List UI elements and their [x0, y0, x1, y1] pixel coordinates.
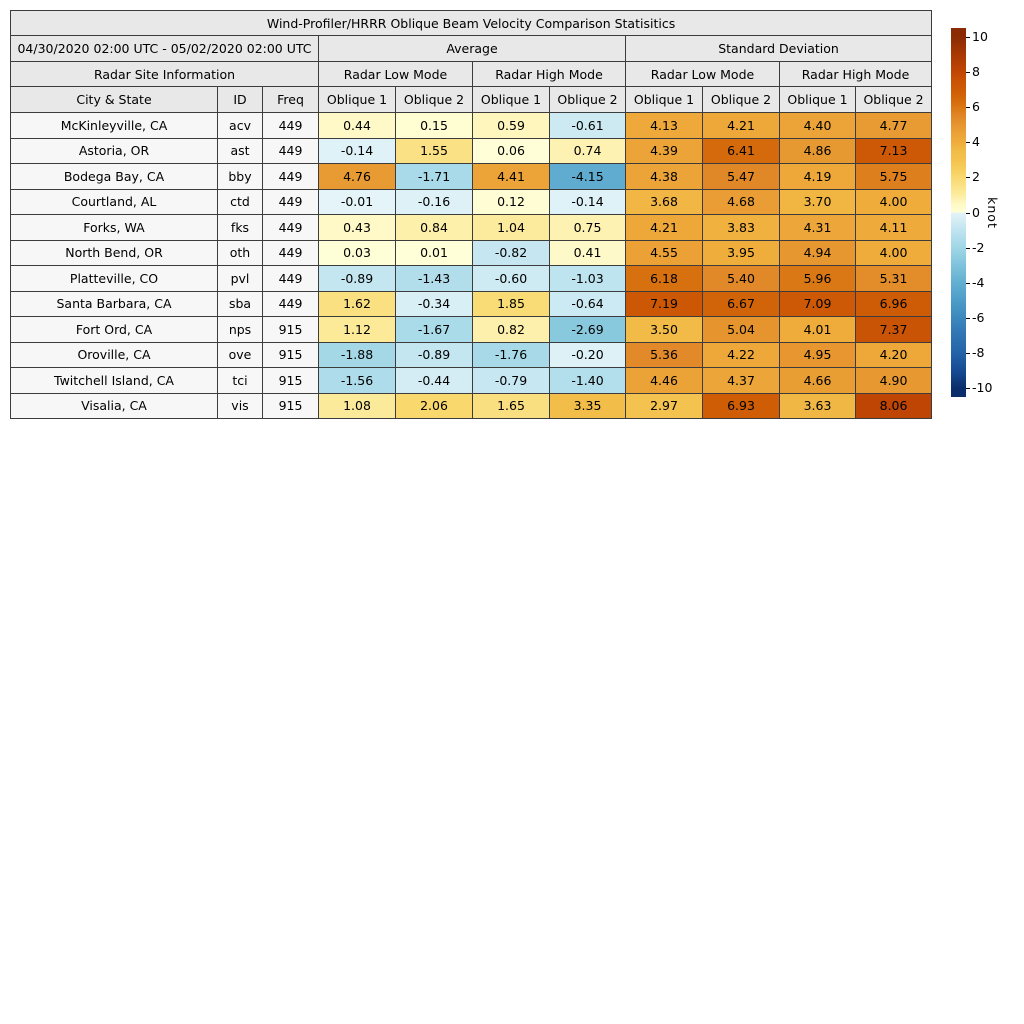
value-cell: 4.77 — [856, 113, 932, 139]
freq-cell: 449 — [263, 164, 319, 190]
colorbar-tick-mark — [966, 248, 970, 249]
value-cell: -0.20 — [550, 342, 626, 368]
mode-header-avg-high: Radar High Mode — [473, 62, 626, 87]
value-cell: 0.75 — [550, 215, 626, 241]
table-row — [11, 164, 932, 190]
colorbar-unit-label: knot — [985, 197, 1000, 229]
mode-header-std-high: Radar High Mode — [780, 62, 932, 87]
value-cell: 1.65 — [473, 393, 550, 419]
value-cell: 4.13 — [626, 113, 703, 139]
mode-header-row — [11, 62, 932, 87]
colorbar-tick-mark — [966, 142, 970, 143]
city-cell: Visalia, CA — [11, 393, 218, 419]
value-cell: 4.00 — [856, 240, 932, 266]
group-header-row — [11, 36, 932, 62]
value-cell: 4.40 — [780, 113, 856, 139]
value-cell: 2.97 — [626, 393, 703, 419]
title-row — [11, 11, 932, 36]
value-cell: 4.66 — [780, 368, 856, 394]
col-header-oblique: Oblique 1 — [626, 87, 703, 113]
value-cell: 0.41 — [550, 240, 626, 266]
value-cell: -1.40 — [550, 368, 626, 394]
value-cell: 4.90 — [856, 368, 932, 394]
value-cell: 6.67 — [703, 291, 780, 317]
colorbar-tick-label: 6 — [972, 98, 980, 114]
value-cell: 4.20 — [856, 342, 932, 368]
value-cell: 7.13 — [856, 138, 932, 164]
freq-cell: 915 — [263, 317, 319, 343]
value-cell: 4.00 — [856, 189, 932, 215]
value-cell: 0.43 — [319, 215, 396, 241]
city-cell: McKinleyville, CA — [11, 113, 218, 139]
value-cell: -1.88 — [319, 342, 396, 368]
value-cell: 0.84 — [396, 215, 473, 241]
col-header-oblique: Oblique 2 — [550, 87, 626, 113]
table-row — [11, 342, 932, 368]
value-cell: -0.89 — [396, 342, 473, 368]
period-label: 04/30/2020 02:00 UTC - 05/02/2020 02:00 UTC — [11, 36, 319, 62]
col-header-oblique: Oblique 1 — [473, 87, 550, 113]
value-cell: -0.14 — [550, 189, 626, 215]
value-cell: 4.21 — [626, 215, 703, 241]
value-cell: 3.50 — [626, 317, 703, 343]
freq-cell: 449 — [263, 291, 319, 317]
value-cell: 8.06 — [856, 393, 932, 419]
value-cell: 4.76 — [319, 164, 396, 190]
table-row — [11, 189, 932, 215]
mode-header-std-low: Radar Low Mode — [626, 62, 780, 87]
value-cell: 4.37 — [703, 368, 780, 394]
city-cell: Forks, WA — [11, 215, 218, 241]
value-cell: 6.93 — [703, 393, 780, 419]
id-cell: oth — [218, 240, 263, 266]
city-cell: Twitchell Island, CA — [11, 368, 218, 394]
col-header-id: ID — [218, 87, 263, 113]
group-header-average: Average — [319, 36, 626, 62]
value-cell: 1.04 — [473, 215, 550, 241]
colorbar-tick-mark — [966, 37, 970, 38]
value-cell: 5.04 — [703, 317, 780, 343]
value-cell: 1.62 — [319, 291, 396, 317]
table-row — [11, 393, 932, 419]
value-cell: -0.89 — [319, 266, 396, 292]
id-cell: tci — [218, 368, 263, 394]
colorbar-tick-mark — [966, 318, 970, 319]
id-cell: acv — [218, 113, 263, 139]
value-cell: 4.38 — [626, 164, 703, 190]
value-cell: 4.46 — [626, 368, 703, 394]
value-cell: 4.41 — [473, 164, 550, 190]
value-cell: 0.03 — [319, 240, 396, 266]
value-cell: -0.14 — [319, 138, 396, 164]
colorbar — [951, 28, 966, 397]
value-cell: 4.11 — [856, 215, 932, 241]
value-cell: 5.47 — [703, 164, 780, 190]
id-cell: ove — [218, 342, 263, 368]
value-cell: 4.19 — [780, 164, 856, 190]
id-cell: ctd — [218, 189, 263, 215]
value-cell: 5.96 — [780, 266, 856, 292]
value-cell: 7.09 — [780, 291, 856, 317]
table-row — [11, 266, 932, 292]
column-header-row — [11, 87, 932, 113]
value-cell: 1.55 — [396, 138, 473, 164]
value-cell: 0.59 — [473, 113, 550, 139]
table-body — [11, 113, 932, 419]
city-cell: North Bend, OR — [11, 240, 218, 266]
value-cell: -0.61 — [550, 113, 626, 139]
city-cell: Astoria, OR — [11, 138, 218, 164]
value-cell: -0.01 — [319, 189, 396, 215]
table-row — [11, 138, 932, 164]
colorbar-tick-label: -10 — [972, 379, 993, 395]
id-cell: nps — [218, 317, 263, 343]
value-cell: -0.79 — [473, 368, 550, 394]
colorbar-tick-mark — [966, 107, 970, 108]
value-cell: 3.70 — [780, 189, 856, 215]
value-cell: 6.18 — [626, 266, 703, 292]
table-row — [11, 368, 932, 394]
freq-cell: 449 — [263, 189, 319, 215]
freq-cell: 915 — [263, 342, 319, 368]
value-cell: -1.67 — [396, 317, 473, 343]
value-cell: -0.64 — [550, 291, 626, 317]
value-cell: 3.35 — [550, 393, 626, 419]
colorbar-tick-mark — [966, 353, 970, 354]
value-cell: -0.34 — [396, 291, 473, 317]
colorbar-tick-label: -2 — [972, 239, 985, 255]
city-cell: Bodega Bay, CA — [11, 164, 218, 190]
value-cell: -1.03 — [550, 266, 626, 292]
value-cell: 6.41 — [703, 138, 780, 164]
value-cell: 0.44 — [319, 113, 396, 139]
table-row — [11, 317, 932, 343]
freq-cell: 449 — [263, 266, 319, 292]
value-cell: -0.16 — [396, 189, 473, 215]
value-cell: 4.22 — [703, 342, 780, 368]
value-cell: -1.76 — [473, 342, 550, 368]
table-row — [11, 291, 932, 317]
id-cell: sba — [218, 291, 263, 317]
table-row — [11, 215, 932, 241]
value-cell: 4.55 — [626, 240, 703, 266]
city-cell: Santa Barbara, CA — [11, 291, 218, 317]
stats-table — [10, 10, 932, 419]
freq-cell: 449 — [263, 138, 319, 164]
col-header-oblique: Oblique 2 — [703, 87, 780, 113]
freq-cell: 449 — [263, 240, 319, 266]
value-cell: -1.43 — [396, 266, 473, 292]
id-cell: ast — [218, 138, 263, 164]
value-cell: 3.95 — [703, 240, 780, 266]
value-cell: 1.12 — [319, 317, 396, 343]
mode-header-avg-low: Radar Low Mode — [319, 62, 473, 87]
colorbar-tick-mark — [966, 388, 970, 389]
value-cell: 5.31 — [856, 266, 932, 292]
value-cell: -1.56 — [319, 368, 396, 394]
col-header-oblique: Oblique 2 — [856, 87, 932, 113]
value-cell: 4.68 — [703, 189, 780, 215]
col-header-freq: Freq — [263, 87, 319, 113]
value-cell: 3.83 — [703, 215, 780, 241]
col-header-city: City & State — [11, 87, 218, 113]
site-info-header: Radar Site Information — [11, 62, 319, 87]
value-cell: 4.86 — [780, 138, 856, 164]
value-cell: 4.39 — [626, 138, 703, 164]
id-cell: vis — [218, 393, 263, 419]
freq-cell: 915 — [263, 368, 319, 394]
col-header-oblique: Oblique 2 — [396, 87, 473, 113]
col-header-oblique: Oblique 1 — [780, 87, 856, 113]
value-cell: 4.01 — [780, 317, 856, 343]
colorbar-tick-label: 8 — [972, 63, 980, 79]
colorbar-tick-mark — [966, 283, 970, 284]
chart-title: Wind-Profiler/HRRR Oblique Beam Velocity Comparison Statisitics — [11, 11, 932, 36]
col-header-oblique: Oblique 1 — [319, 87, 396, 113]
value-cell: -0.82 — [473, 240, 550, 266]
value-cell: 7.19 — [626, 291, 703, 317]
value-cell: 5.75 — [856, 164, 932, 190]
value-cell: 1.08 — [319, 393, 396, 419]
city-cell: Oroville, CA — [11, 342, 218, 368]
value-cell: 2.06 — [396, 393, 473, 419]
id-cell: pvl — [218, 266, 263, 292]
value-cell: -1.71 — [396, 164, 473, 190]
colorbar-tick-mark — [966, 177, 970, 178]
id-cell: fks — [218, 215, 263, 241]
colorbar-tick-label: -6 — [972, 309, 985, 325]
freq-cell: 915 — [263, 393, 319, 419]
value-cell: 1.85 — [473, 291, 550, 317]
value-cell: 0.15 — [396, 113, 473, 139]
id-cell: bby — [218, 164, 263, 190]
table-row — [11, 113, 932, 139]
value-cell: 3.68 — [626, 189, 703, 215]
colorbar-tick-label: 4 — [972, 133, 980, 149]
value-cell: 6.96 — [856, 291, 932, 317]
colorbar-tick-label: 10 — [972, 28, 988, 44]
value-cell: 0.74 — [550, 138, 626, 164]
freq-cell: 449 — [263, 113, 319, 139]
colorbar-tick-mark — [966, 72, 970, 73]
colorbar-tick-mark — [966, 213, 970, 214]
value-cell: 4.95 — [780, 342, 856, 368]
colorbar-tick-label: -8 — [972, 344, 985, 360]
value-cell: -0.44 — [396, 368, 473, 394]
value-cell: 0.82 — [473, 317, 550, 343]
colorbar-tick-label: -4 — [972, 274, 985, 290]
colorbar-tick-label: 0 — [972, 204, 980, 220]
value-cell: 4.21 — [703, 113, 780, 139]
group-header-std: Standard Deviation — [626, 36, 932, 62]
city-cell: Courtland, AL — [11, 189, 218, 215]
freq-cell: 449 — [263, 215, 319, 241]
table-row — [11, 240, 932, 266]
city-cell: Platteville, CO — [11, 266, 218, 292]
value-cell: 5.40 — [703, 266, 780, 292]
value-cell: 3.63 — [780, 393, 856, 419]
city-cell: Fort Ord, CA — [11, 317, 218, 343]
value-cell: 0.12 — [473, 189, 550, 215]
value-cell: 5.36 — [626, 342, 703, 368]
value-cell: 4.31 — [780, 215, 856, 241]
value-cell: 7.37 — [856, 317, 932, 343]
value-cell: 0.06 — [473, 138, 550, 164]
value-cell: 4.94 — [780, 240, 856, 266]
value-cell: -0.60 — [473, 266, 550, 292]
colorbar-tick-label: 2 — [972, 169, 980, 185]
value-cell: -4.15 — [550, 164, 626, 190]
value-cell: -2.69 — [550, 317, 626, 343]
value-cell: 0.01 — [396, 240, 473, 266]
